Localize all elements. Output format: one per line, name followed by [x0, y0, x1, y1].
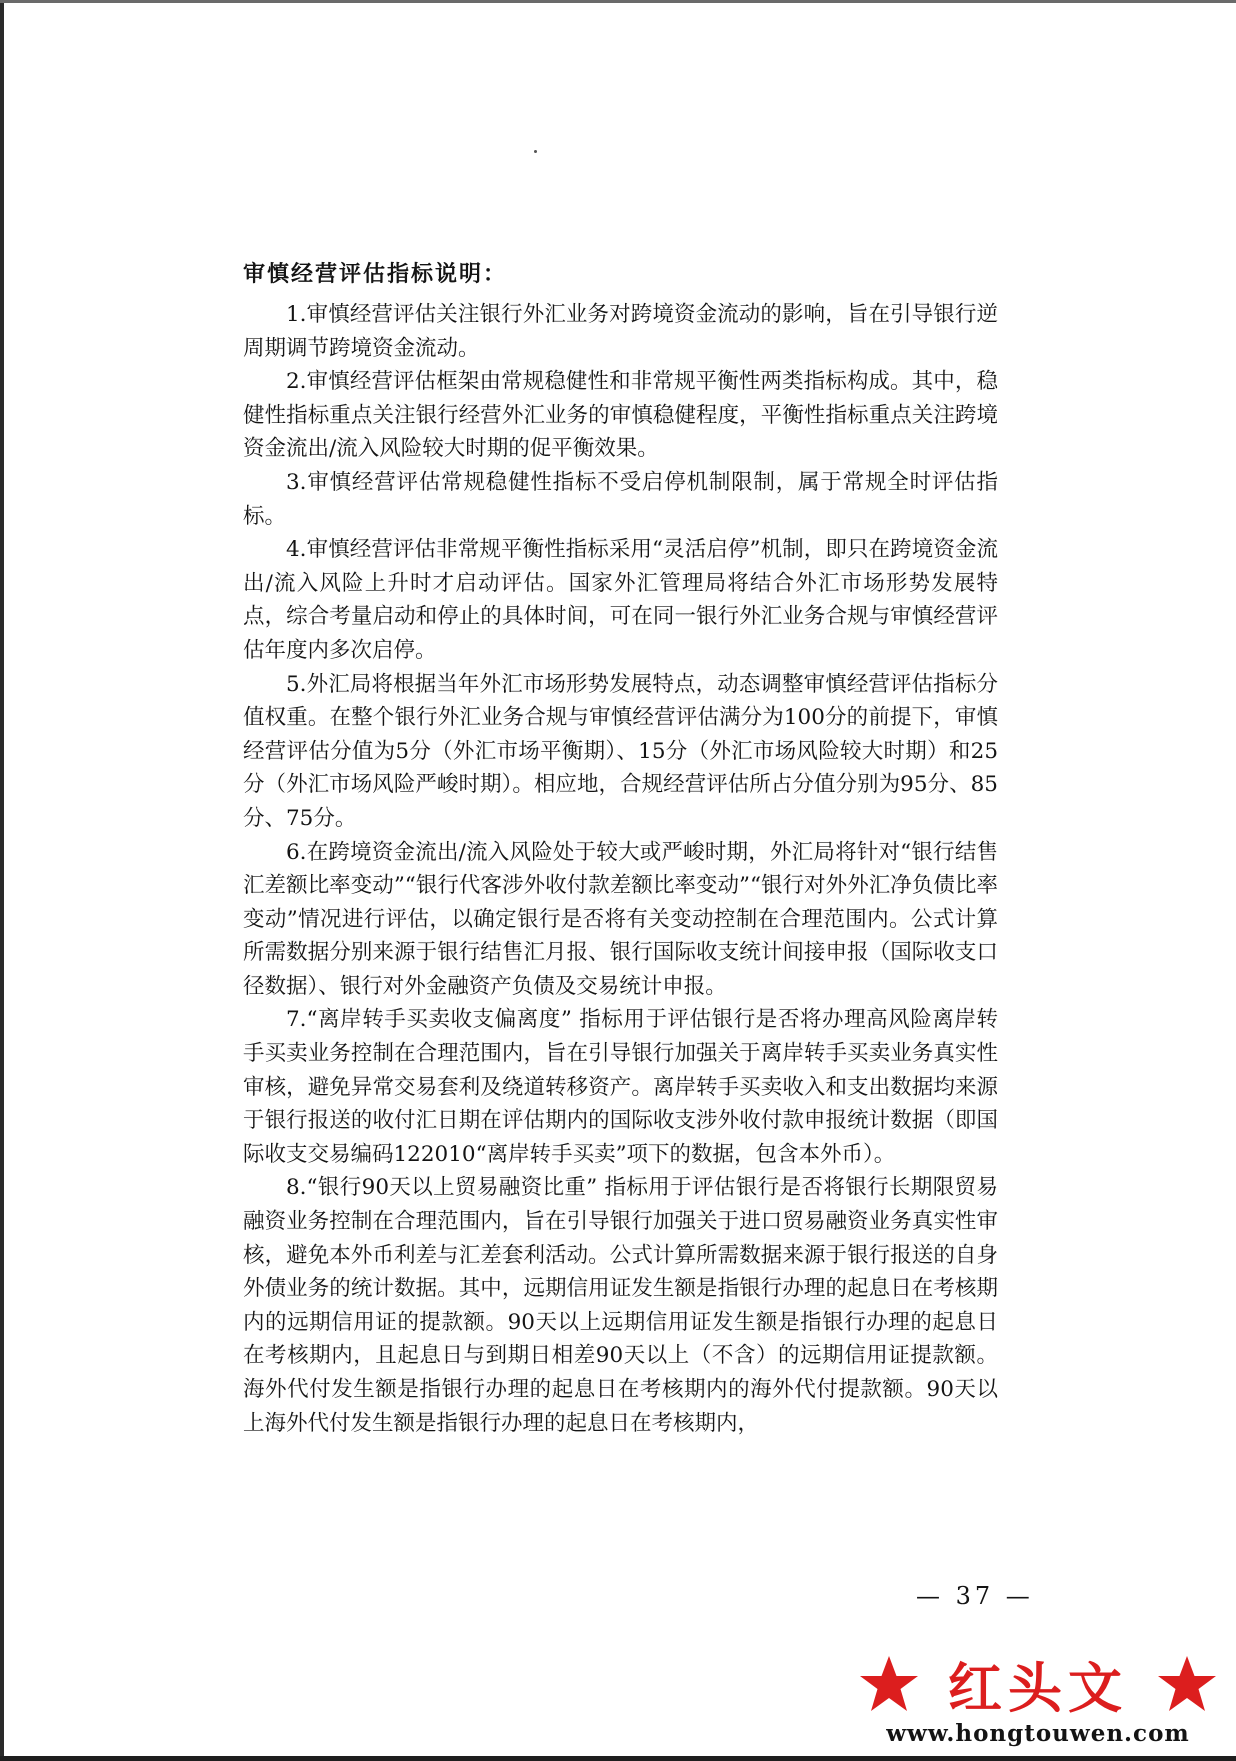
- watermark-logo: [858, 1652, 1218, 1756]
- paragraph-4: 4.审慎经营评估非常规平衡性指标采用“灵活启停”机制，即只在跨境资金流出/流入风险上升时才启动评估。国家外汇管理局将结合外汇市场形势发展特点，综合考量启动和停止的具体时间，可在同一银行外汇业务合规与审慎经营评估年度内多次启停。: [243, 537, 998, 663]
- paragraph-1: 1.审慎经营评估关注银行外汇业务对跨境资金流动的影响，旨在引导银行逆周期调节跨境资金流动。: [243, 302, 998, 361]
- paragraph-6: 6.在跨境资金流出/流入风险处于较大或严峻时期，外汇局将针对“银行结售汇差额比率变动”“银行代客涉外收付款差额比率变动”“银行对外外汇净负债比率变动”情况进行评估，以确定银行是否将有关变动控制在合理范围内。公式计算所需数据分别来源于银行结售汇月报、银行国际收支统计间接申报（国际收支口径数据）、银行对外金融资产负债及交易统计申报。: [243, 839, 998, 999]
- page-number: — 37 —: [916, 1582, 1034, 1610]
- scan-edge-left: [0, 0, 4, 1761]
- watermark-url: www.hongtouwen.com: [886, 1720, 1190, 1747]
- star-icon: [858, 1654, 920, 1714]
- paragraph-5: 5.外汇局将根据当年外汇市场形势发展特点，动态调整审慎经营评估指标分值权重。在整个银行外汇业务合规与审慎经营评估满分为100分的前提下，审慎经营评估分值为5分（外汇市场平衡期）、15分（外汇市场风险较大时期）和25分（外汇市场风险严峻时期）。相应地，合规经营评估所占分值分别为95分、85分、75分。: [243, 671, 998, 831]
- paragraph-8: 8.“银行90天以上贸易融资比重” 指标用于评估银行是否将银行长期限贸易融资业务控制在合理范围内，旨在引导银行加强关于进口贸易融资业务真实性审核，避免本外币利差与汇差套利活动。公式计算所需数据来源于银行报送的自身外债业务的统计数据。其中，远期信用证发生额是指银行办理的起息日在考核期内的远期信用证的提款额。90天以上远期信用证发生额是指银行办理的起息日在考核期内，且起息日与到期日相差90天以上（不含）的远期信用证提款额。海外代付发生额是指银行办理的起息日在考核期内的海外代付提款额。90天以上海外代付发生额是指银行办理的起息日在考核期内，: [243, 1175, 998, 1436]
- scan-speck: [534, 150, 537, 153]
- scan-edge-top: [0, 0, 1236, 3]
- watermark-title-row: [858, 1652, 1218, 1720]
- section-heading: 审慎经营评估指标说明：: [243, 262, 508, 287]
- scan-edge-bottom: [0, 1756, 1236, 1761]
- document-body: [243, 252, 998, 1440]
- paragraph-3: 3.审慎经营评估常规稳健性指标不受启停机制限制，属于常规全时评估指标。: [243, 469, 998, 529]
- paragraph-7: 7.“离岸转手买卖收支偏离度” 指标用于评估银行是否将办理高风险离岸转手买卖业务控制在合理范围内，旨在引导银行加强关于离岸转手买卖业务真实性审核，避免异常交易套利及绕道转移资产。离岸转手买卖收入和支出数据均来源于银行报送的收付汇日期在评估期内的国际收支涉外收付款申报统计数据（即国际收支交易编码122010“离岸转手买卖”项下的数据，包含本外币）。: [243, 1007, 998, 1167]
- star-icon: [1156, 1654, 1218, 1714]
- watermark-title: 红头文: [948, 1655, 1128, 1720]
- paragraph-2: 2.审慎经营评估框架由常规稳健性和非常规平衡性两类指标构成。其中，稳健性指标重点关注银行经营外汇业务的审慎稳健程度，平衡性指标重点关注跨境资金流出/流入风险较大时期的促平衡效果。: [243, 369, 998, 462]
